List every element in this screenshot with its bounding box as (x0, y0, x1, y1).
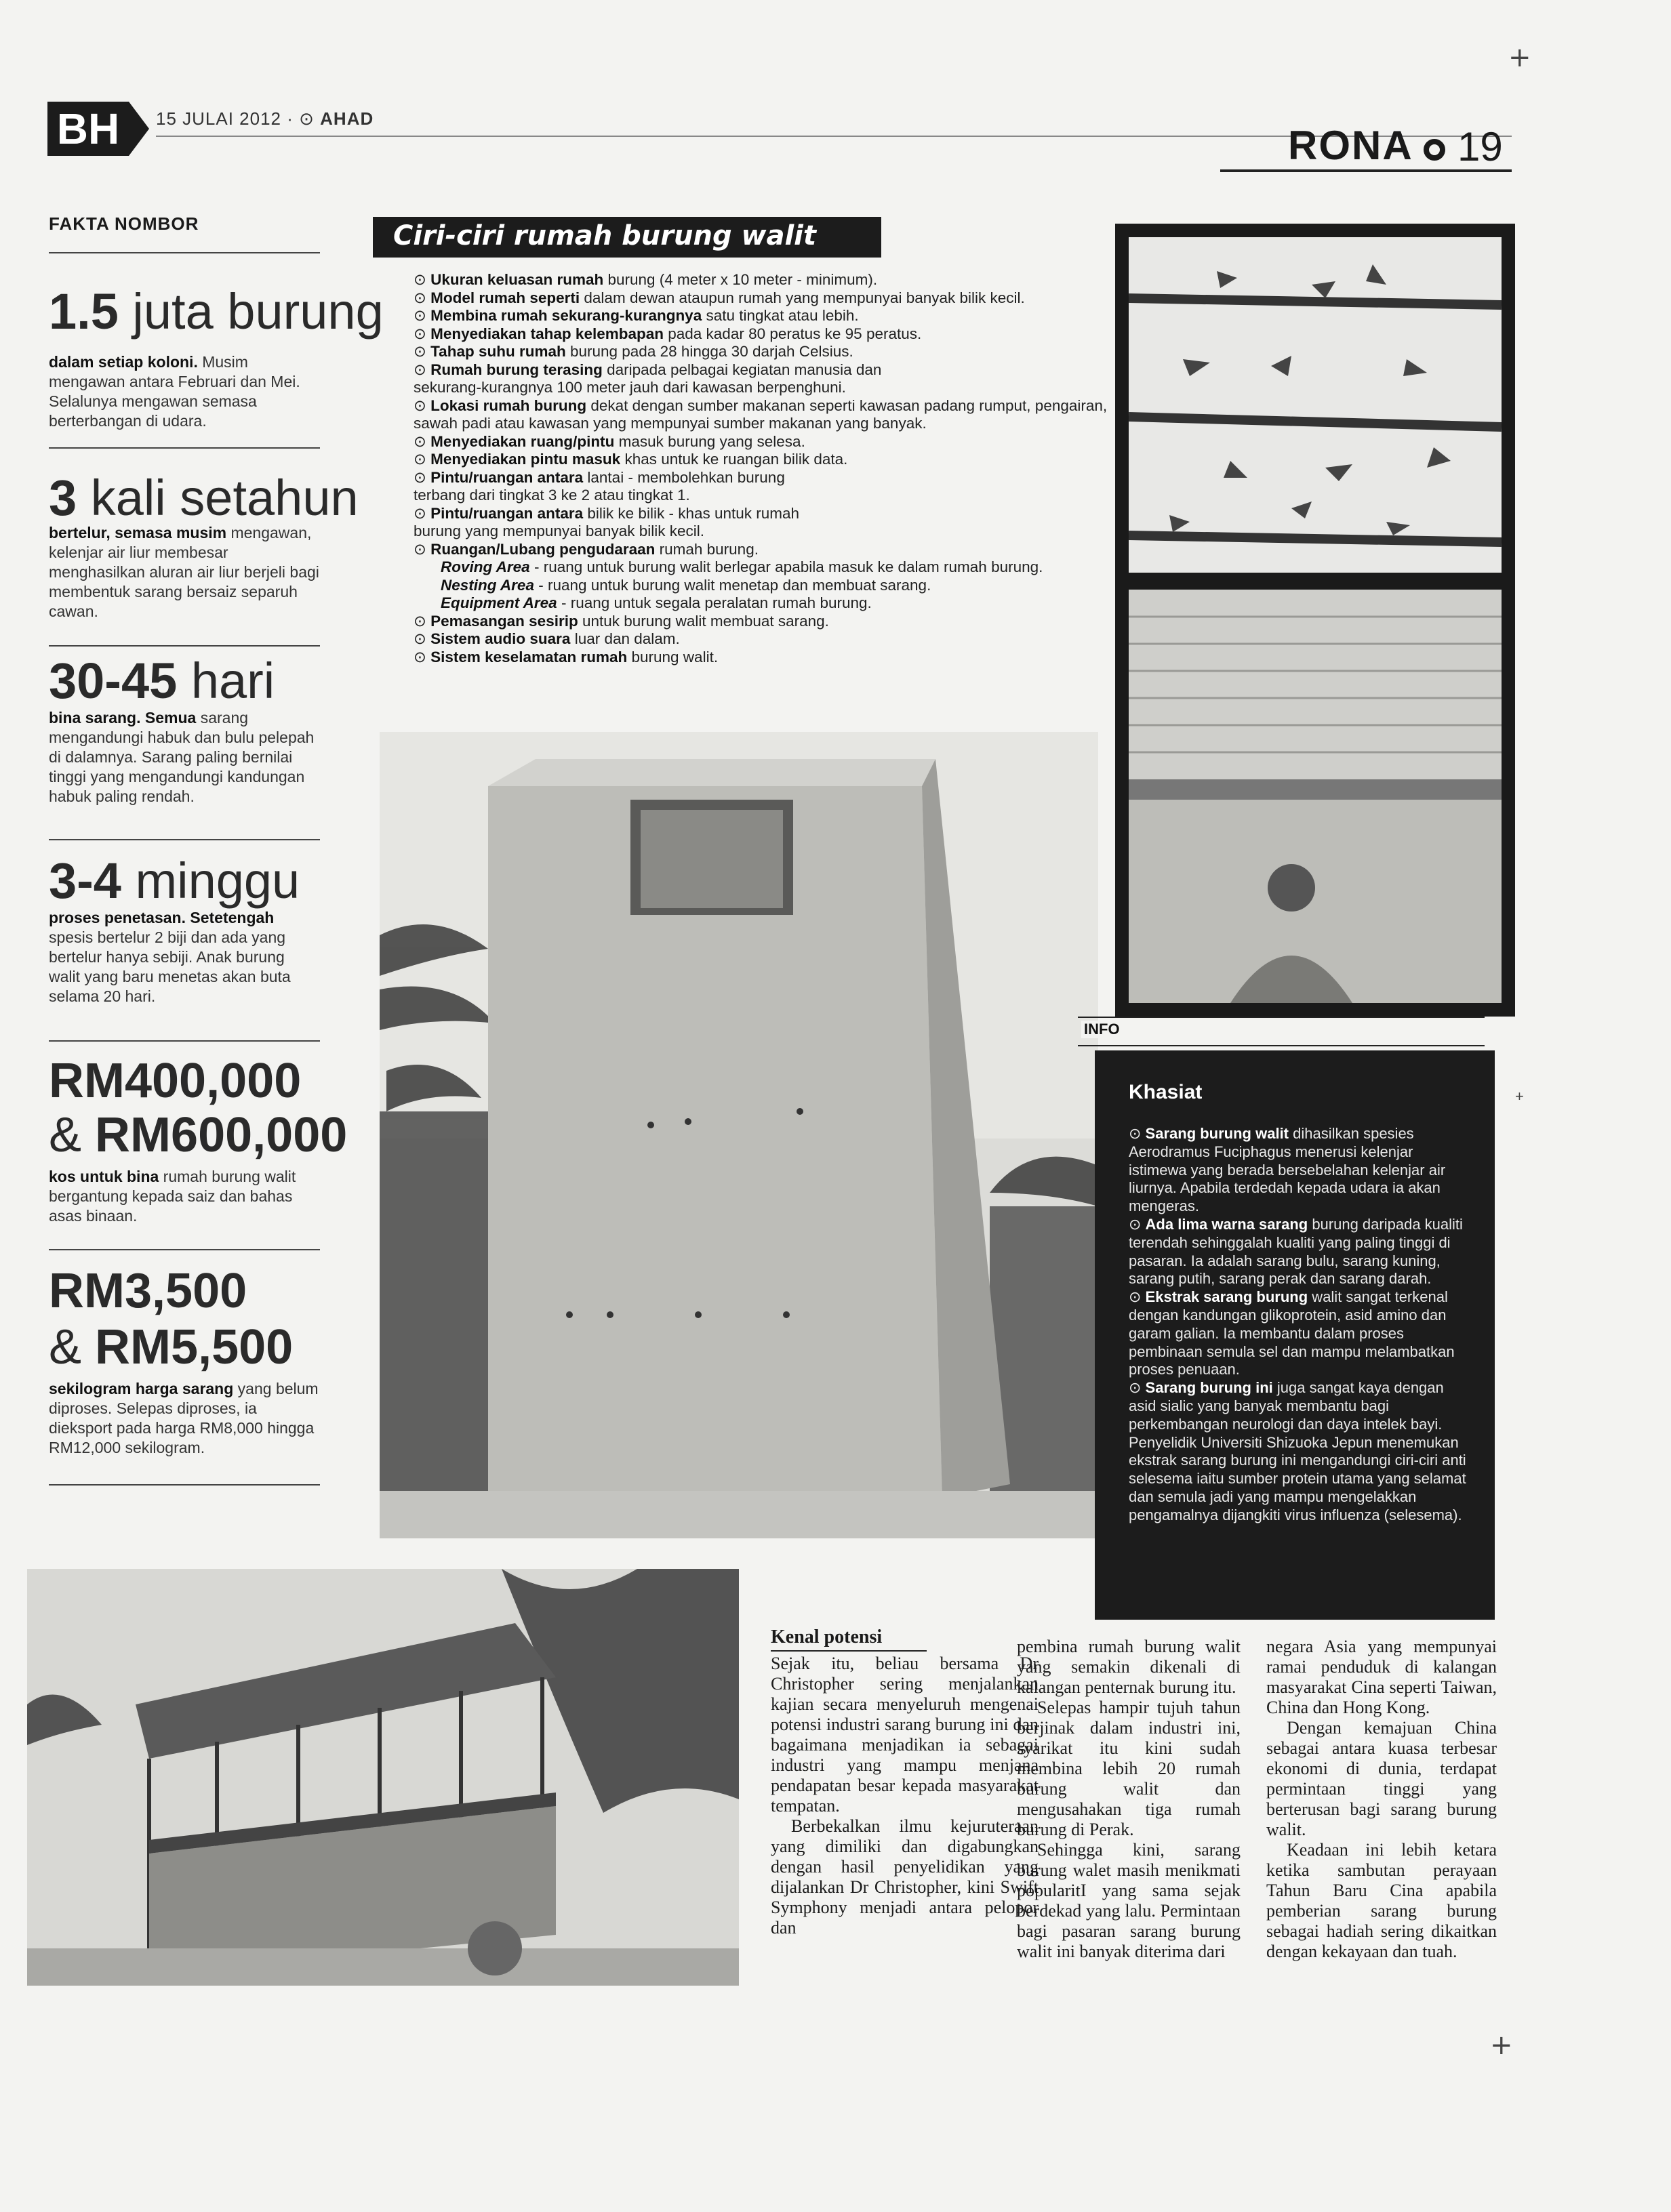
info-label: INFO (1081, 1021, 1123, 1038)
fact-text: kos untuk bina rumah burung walit bergantung kepada saiz dan bahas asas binaan. (49, 1168, 296, 1225)
list-item: ⊙ Ekstrak sarang burung walit sangat terkenal dengan kandungan glikoprotein, asid amino dan garam galian. Ia membantu dalam proses pembinaan semula sel dan mampu melambatkan proses penuaan. (1129, 1288, 1455, 1378)
crop-mark: + (1490, 2030, 1513, 2061)
crop-mark: + (1508, 42, 1531, 73)
issue-date (156, 108, 374, 129)
divider (49, 252, 320, 253)
list-item: ⊙ Ukuran keluasan rumah burung (4 meter x 10 meter - minimum). (414, 271, 878, 288)
fact-figure: & RM600,000 (49, 1108, 348, 1162)
day: AHAD (320, 108, 374, 129)
list-item: ⊙ Pintu/ruangan antara lantai - membolehkan burung terbang dari tingkat 3 ke 2 atau tingkat 1. (414, 468, 785, 504)
bullet-icon: · ⊙ (287, 108, 321, 129)
paragraph: Sehingga kini, sarang burung walet masih menikmati popularitI yang sama sejak berdekad yang lalu. Permintaan bagi pasaran sarang burung walit ini banyak diterima dari (1017, 1840, 1241, 1961)
fact-figure: RM400,000 (49, 1054, 302, 1108)
fact-figure: & RM5,500 (49, 1320, 294, 1374)
fact-figure: 30-45 hari (49, 653, 275, 709)
list-item: ⊙ Sistem keselamatan rumah burung walit. (414, 648, 719, 665)
info-tag-rule (1078, 1017, 1485, 1046)
list-item: ⊙ Sistem audio suara luar dan dalam. (414, 630, 680, 647)
list-item: ⊙ Model rumah seperti dalam dewan ataupun rumah yang mempunyai banyak bilik kecil. (414, 289, 1025, 306)
paragraph: Dengan kemajuan China sebagai antara kuasa terbesar ekonomi di dunia, terdapat permintaan tinggi yang berterusan bagi sarang burung walit. (1266, 1718, 1497, 1839)
section-name: RONA (1288, 123, 1413, 168)
divider (49, 1040, 320, 1042)
divider (49, 1249, 320, 1250)
list-item: ⊙ Ruangan/Lubang pengudaraan rumah burung. (414, 540, 759, 558)
fact-text: dalam setiap koloni. Musim mengawan antara Februari dan Mei. Selalunya mengawan semasa berterbangan di udara. (49, 353, 300, 430)
list-item: ⊙ Pintu/ruangan antara bilik ke bilik - khas untuk rumah burung yang mempunyai banyak bilik kecil. (414, 504, 800, 539)
fact-figure: RM3,500 (49, 1264, 247, 1318)
list-subitem: Nesting Area - ruang untuk burung walit menetap dan membuat sarang. (441, 576, 931, 594)
section-circle-icon (1424, 139, 1445, 161)
info-title: Khasiat (1129, 1081, 1203, 1103)
article-column-1 (771, 1654, 1039, 1938)
paragraph: Sejak itu, beliau bersama Dr Christopher sering menjalankan kajian secara menyeluruh mengenai potensi industri sarang burung ini dan bagaimana menjadikan ia sebagai industri yang mampu menjana pendapatan besar kepada masyarakat tempatan. (771, 1654, 1039, 1816)
divider (49, 447, 320, 449)
construction-photo (27, 1569, 739, 1986)
article-column-2 (1017, 1637, 1241, 1962)
fact-text: sekilogram harga sarang yang belum diproses. Selepas diproses, ia dieksport pada harga RM8,000 hingga RM12,000 sekilogram. (49, 1380, 319, 1456)
fact-text: bertelur, semasa musim mengawan, kelenjar air liur membesar menghasilkan aluran air liur berjeli bagi membentuk sarang bersaiz separuh cawan. (49, 524, 319, 620)
swiftlet-interior-photo (1115, 224, 1515, 1017)
list-item: ⊙ Menyediakan ruang/pintu masuk burung yang selesa. (414, 432, 805, 450)
list-item: ⊙ Membina rumah sekurang-kurangnya satu tingkat atau lebih. (414, 307, 859, 324)
swiftlet-house-photo (380, 732, 1098, 1538)
info-list (1129, 1125, 1474, 1525)
crop-mark: + (1515, 1088, 1524, 1105)
list-item: ⊙ Lokasi rumah burung dekat dengan sumber makanan seperti kawasan padang rumput, pengairan, sawah padi atau kawasan yang mempunyai sumber makanan yang banyak. (414, 396, 1108, 432)
article-heading: Kenal potensi (771, 1626, 883, 1647)
list-item: ⊙ Rumah burung terasing daripada pelbagai kegiatan manusia dan sekurang-kurangnya 100 meter jauh dari kawasan berpenghuni. (414, 361, 882, 396)
paragraph: Berbekalkan ilmu kejuruteraan yang dimiliki dan digabungkan dengan hasil penyelidikan yang dijalankan Dr Christopher, kini Swift Symphony menjadi antara pelopor dan (771, 1816, 1039, 1938)
list-item: ⊙ Tahap suhu rumah burung pada 28 hingga 30 darjah Celsius. (414, 343, 853, 360)
paragraph: negara Asia yang mempunyai ramai penduduk di kalangan masyarakat Cina seperti Taiwan, China dan Hong Kong. (1266, 1637, 1497, 1717)
divider (49, 839, 320, 840)
feature-title: Ciri-ciri rumah burung walit (393, 220, 817, 251)
divider (49, 645, 320, 647)
fact-text: proses penetasan. Setetengah spesis bertelur 2 biji dan ada yang bertelur hanya sebiji. Anak burung walit yang baru menetas akan buta selama 20 hari. (49, 909, 291, 1005)
facts-header: FAKTA NOMBOR (49, 213, 199, 234)
section-rule (1220, 169, 1512, 172)
fact-text: bina sarang. Semua sarang mengandungi habuk dan bulu pelepah di dalamnya. Sarang paling bernilai tinggi yang mengandungi kandungan habuk paling rendah. (49, 709, 315, 805)
list-item: ⊙ Ada lima warna sarang burung daripada kualiti terendah sehinggalah kualiti yang paling tinggi di pasaran. Ia adalah sarang bulu, sarang kuning, sarang putih, sarang perak dan sarang darah. (1129, 1215, 1463, 1288)
list-item: ⊙ Pemasangan sesirip untuk burung walit membuat sarang. (414, 612, 829, 630)
bh-logo: BH (47, 102, 129, 156)
list-subitem: Equipment Area - ruang untuk segala peralatan rumah burung. (441, 594, 872, 611)
list-subitem: Roving Area - ruang untuk burung walit berlegar apabila masuk ke dalam rumah burung. (441, 558, 1043, 575)
divider (49, 1484, 320, 1486)
fact-figure: 3 kali setahun (49, 470, 359, 526)
divider (771, 1650, 927, 1652)
list-item: ⊙ Sarang burung walit dihasilkan spesies Aerodramus Fuciphagus menerusi kelenjar istimewa yang berada bersebelahan kelenjar air liurnya. Apabila terdedah kepada udara ia akan mengeras. (1129, 1125, 1446, 1215)
feature-list (414, 271, 1112, 666)
fact-figure: 1.5 juta burung (49, 283, 384, 340)
page-number: 19 (1457, 124, 1503, 169)
paragraph: Selepas hampir tujuh tahun berjinak dalam industri ini, syarikat itu kini sudah membina lebih 20 rumah burung walit dan mengusahakan tiga rumah burung di Perak. (1017, 1698, 1241, 1839)
paragraph: Keadaan ini lebih ketara ketika sambutan perayaan Tahun Baru Cina apabila pemberian sarang burung sebagai hadiah sering dikaitkan dengan kekayaan dan tuah. (1266, 1840, 1497, 1961)
list-item: ⊙ Menyediakan pintu masuk khas untuk ke ruangan bilik data. (414, 451, 848, 468)
fact-figure: 3-4 minggu (49, 853, 300, 909)
bh-logo-flag (129, 102, 149, 156)
list-item: ⊙ Menyediakan tahap kelembapan pada kadar 80 peratus ke 95 peratus. (414, 325, 922, 342)
paragraph: pembina rumah burung walit yang semakin dikenali di kalangan penternak burung itu. (1017, 1637, 1241, 1697)
article-column-3 (1266, 1637, 1497, 1962)
list-item: ⊙ Sarang burung ini juga sangat kaya dengan asid sialic yang banyak membantu bagi perkembangan neurologi dan daya intelek bayi. Penyelidik Universiti Shizuoka Jepun menemukan ekstrak sarang burung ini mengandungi ciri-ciri anti selesema iaitu sumber protein utama yang selamat dan semula jadi yang mampu mengelakkan pengamalnya dijangkiti virus influenza (selesema). (1129, 1379, 1466, 1523)
date: 15 JULAI 2012 (156, 108, 282, 129)
